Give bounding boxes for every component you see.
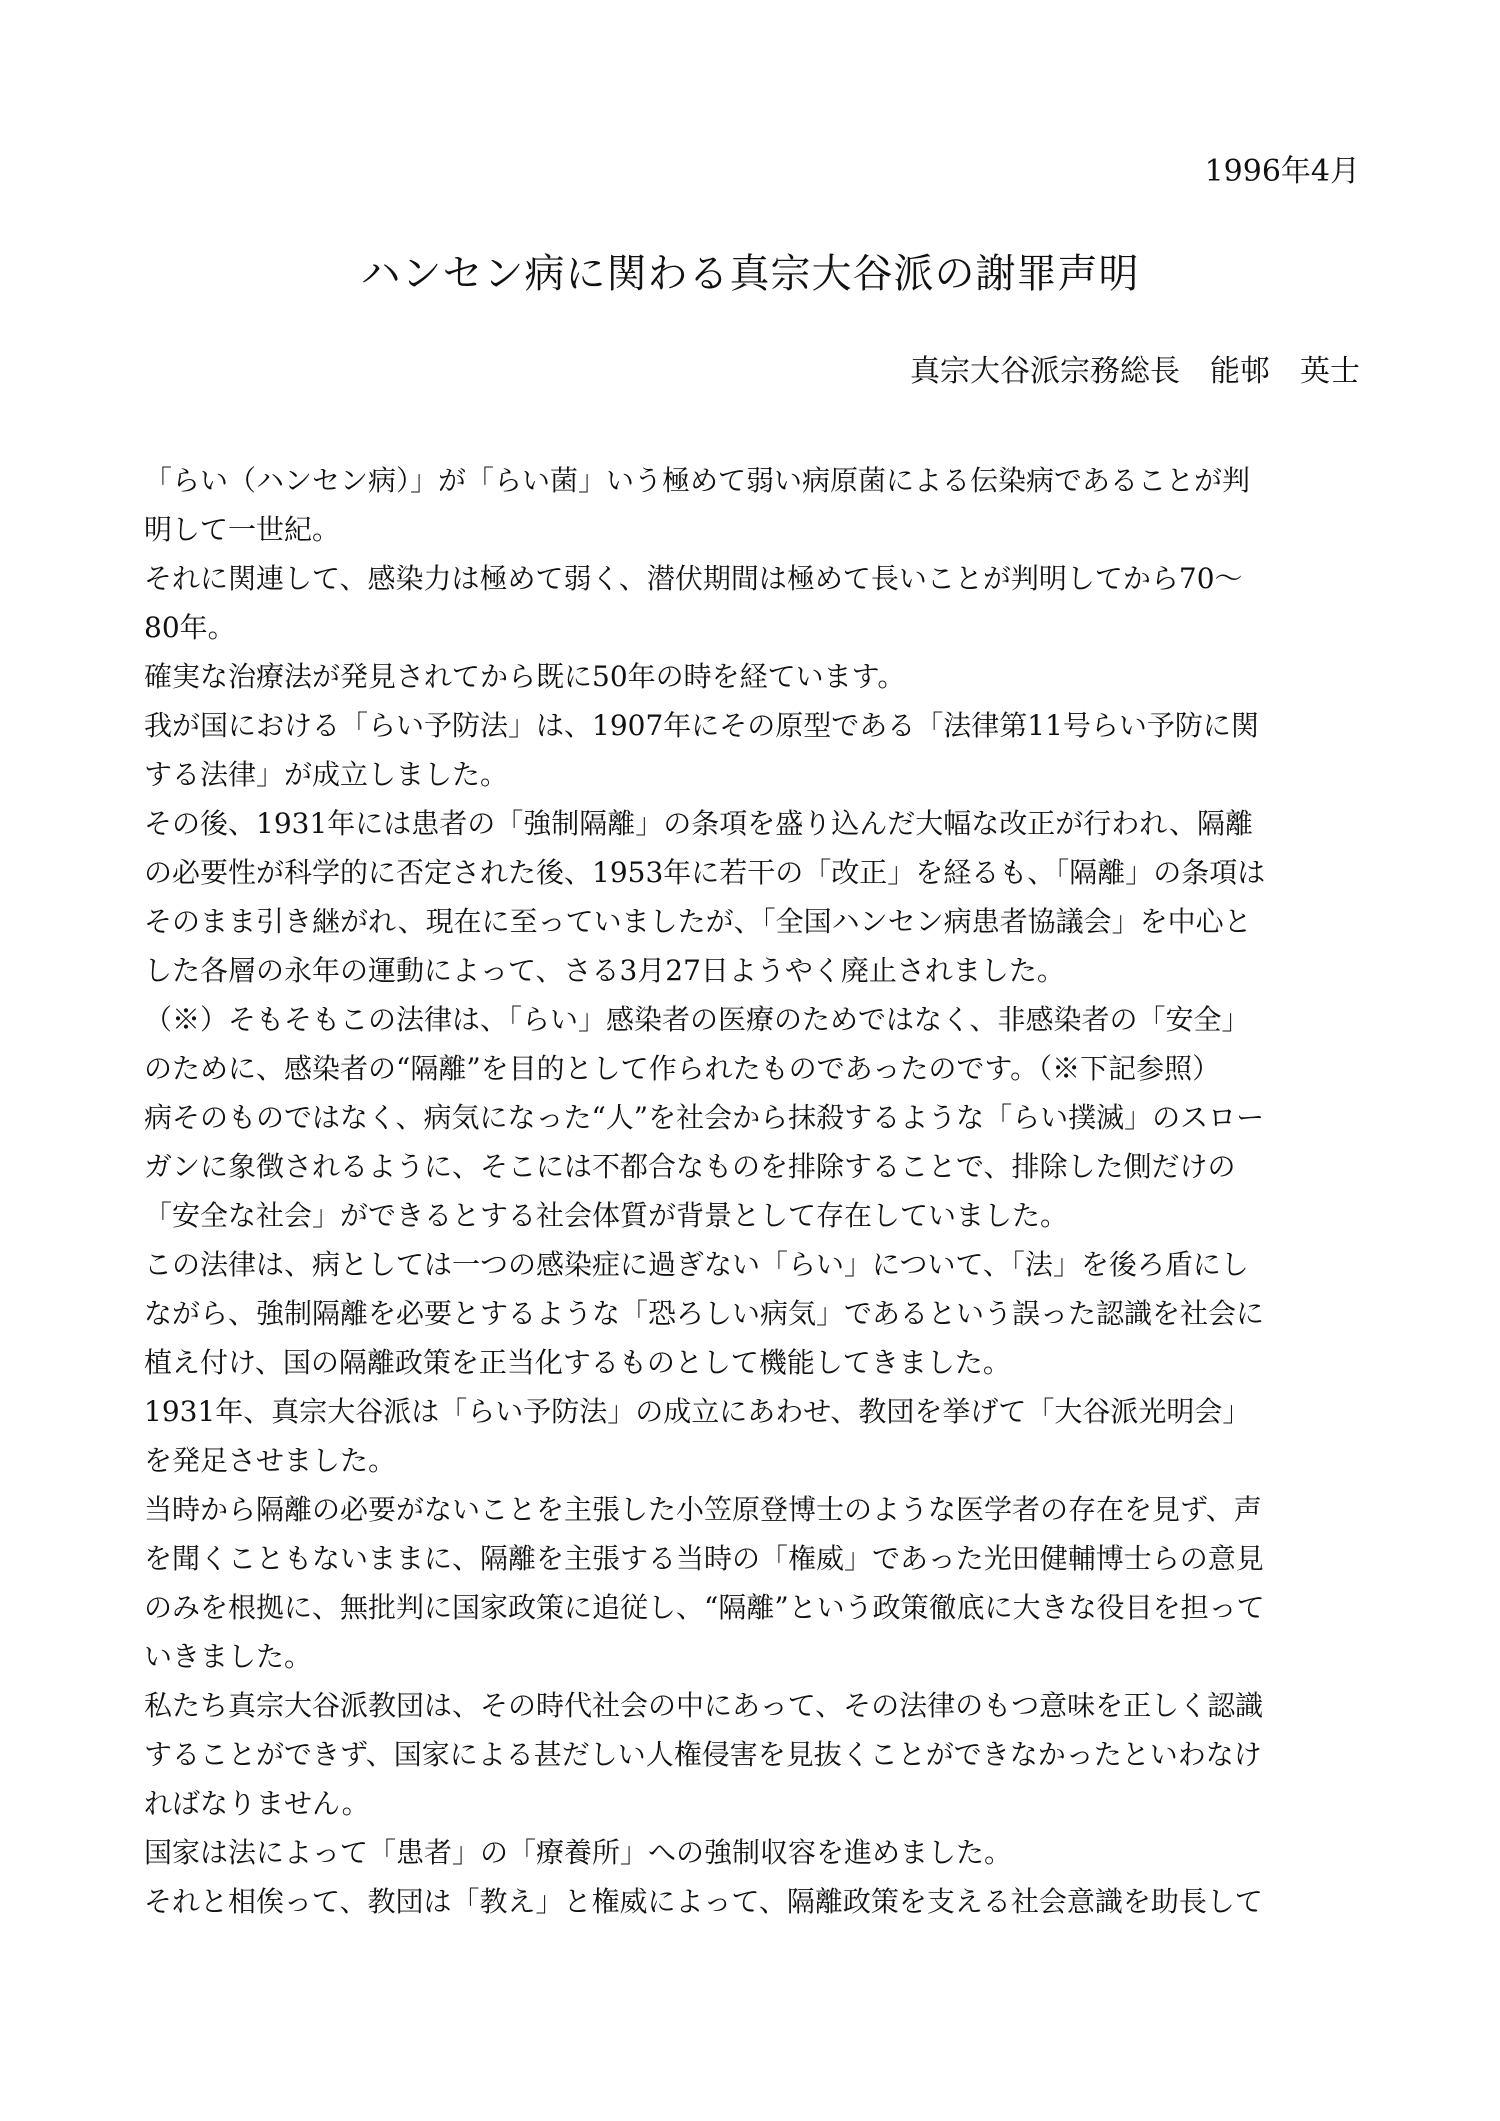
body-line: のみを根拠に、無批判に国家政策に追従し、“隔離”という政策徹底に大きな役目を担って <box>144 1591 1265 1624</box>
body-line: の必要性が科学的に否定された後、1953年に若干の「改正」を経るも、「隔離」の条項は <box>144 856 1266 889</box>
body-line: 私たち真宗大谷派教団は、その時代社会の中にあって、その法律のもつ意味を正しく認識 <box>144 1689 1264 1722</box>
body-line: いきました。 <box>144 1640 313 1673</box>
body-line: を発足させました。 <box>144 1444 397 1477</box>
body-line: 植え付け、国の隔離政策を正当化するものとして機能してきました。 <box>144 1346 1011 1379</box>
document-author: 真宗大谷派宗務総長 能邨 英士 <box>910 354 1360 389</box>
body-line: この法律は、病としては一つの感染症に過ぎない「らい」について、「法」を後ろ盾にし <box>144 1248 1249 1281</box>
body-line: 病そのものではなく、病気になった“人”を社会から抹殺するような「らい撲滅」のスロー <box>144 1101 1265 1134</box>
body-line: 確実な治療法が発見されてから既に50年の時を経ています。 <box>144 660 906 693</box>
document-date: 1996年4月 <box>1204 154 1360 189</box>
body-line: それと相俟って、教団は「教え」と権威によって、隔離政策を支える社会意識を助長して <box>144 1885 1263 1918</box>
body-line: のために、感染者の“隔離”を目的として作られたものであったのです。（※下記参照） <box>144 1052 1221 1085</box>
body-line: を聞くこともないままに、隔離を主張する当時の「権威」であった光田健輔博士らの意見 <box>144 1542 1264 1575</box>
document-body <box>144 456 1360 1926</box>
body-line: （※）そもそもこの法律は、「らい」感染者の医療のためではなく、非感染者の「安全」 <box>144 1003 1250 1036</box>
body-line: ガンに象徴されるように、そこには不都合なものを排除することで、排除した側だけの <box>144 1150 1236 1183</box>
document-title: ハンセン病に関わる真宗大谷派の謝罪声明 <box>360 251 1140 297</box>
body-line: 「安全な社会」ができるとする社会体質が背景として存在していました。 <box>144 1199 1069 1232</box>
body-line: 「らい（ハンセン病）」が「らい菌」いう極めて弱い病原菌による伝染病であることが判 <box>144 464 1251 497</box>
body-line: 当時から隔離の必要がないことを主張した小笠原登博士のような医学者の存在を見ず、声 <box>144 1493 1262 1526</box>
body-line: そのまま引き継がれ、現在に至っていましたが、「全国ハンセン病患者協議会」を中心と <box>144 905 1252 938</box>
body-line: 明して一世紀。 <box>144 513 341 546</box>
body-line: 1931年、真宗大谷派は「らい予防法」の成立にあわせ、教団を挙げて「大谷派光明会」 <box>144 1395 1251 1428</box>
body-line: ればなりません。 <box>144 1787 370 1820</box>
body-line: その後、1931年には患者の「強制隔離」の条項を盛り込んだ大幅な改正が行われ、隔離 <box>144 807 1253 840</box>
body-line: する法律」が成立しました。 <box>144 758 509 791</box>
body-line: 我が国における「らい予防法」は、1907年にその原型である「法律第11号らい予防に関 <box>144 709 1259 742</box>
body-line: 80年。 <box>144 611 236 644</box>
body-line: 国家は法によって「患者」の「療養所」への強制収容を進めました。 <box>144 1836 1013 1869</box>
body-line: それに関連して、感染力は極めて弱く、潜伏期間は極めて長いことが判明してから70～ <box>144 562 1243 595</box>
body-line: した各層の永年の運動によって、さる3月27日ようやく廃止されました。 <box>144 954 1065 987</box>
body-line: することができず、国家による甚だしい人権侵害を見抜くことができなかったといわなけ <box>144 1738 1262 1771</box>
body-line: ながら、強制隔離を必要とするような「恐ろしい病気」であるという誤った認識を社会に <box>144 1297 1265 1330</box>
